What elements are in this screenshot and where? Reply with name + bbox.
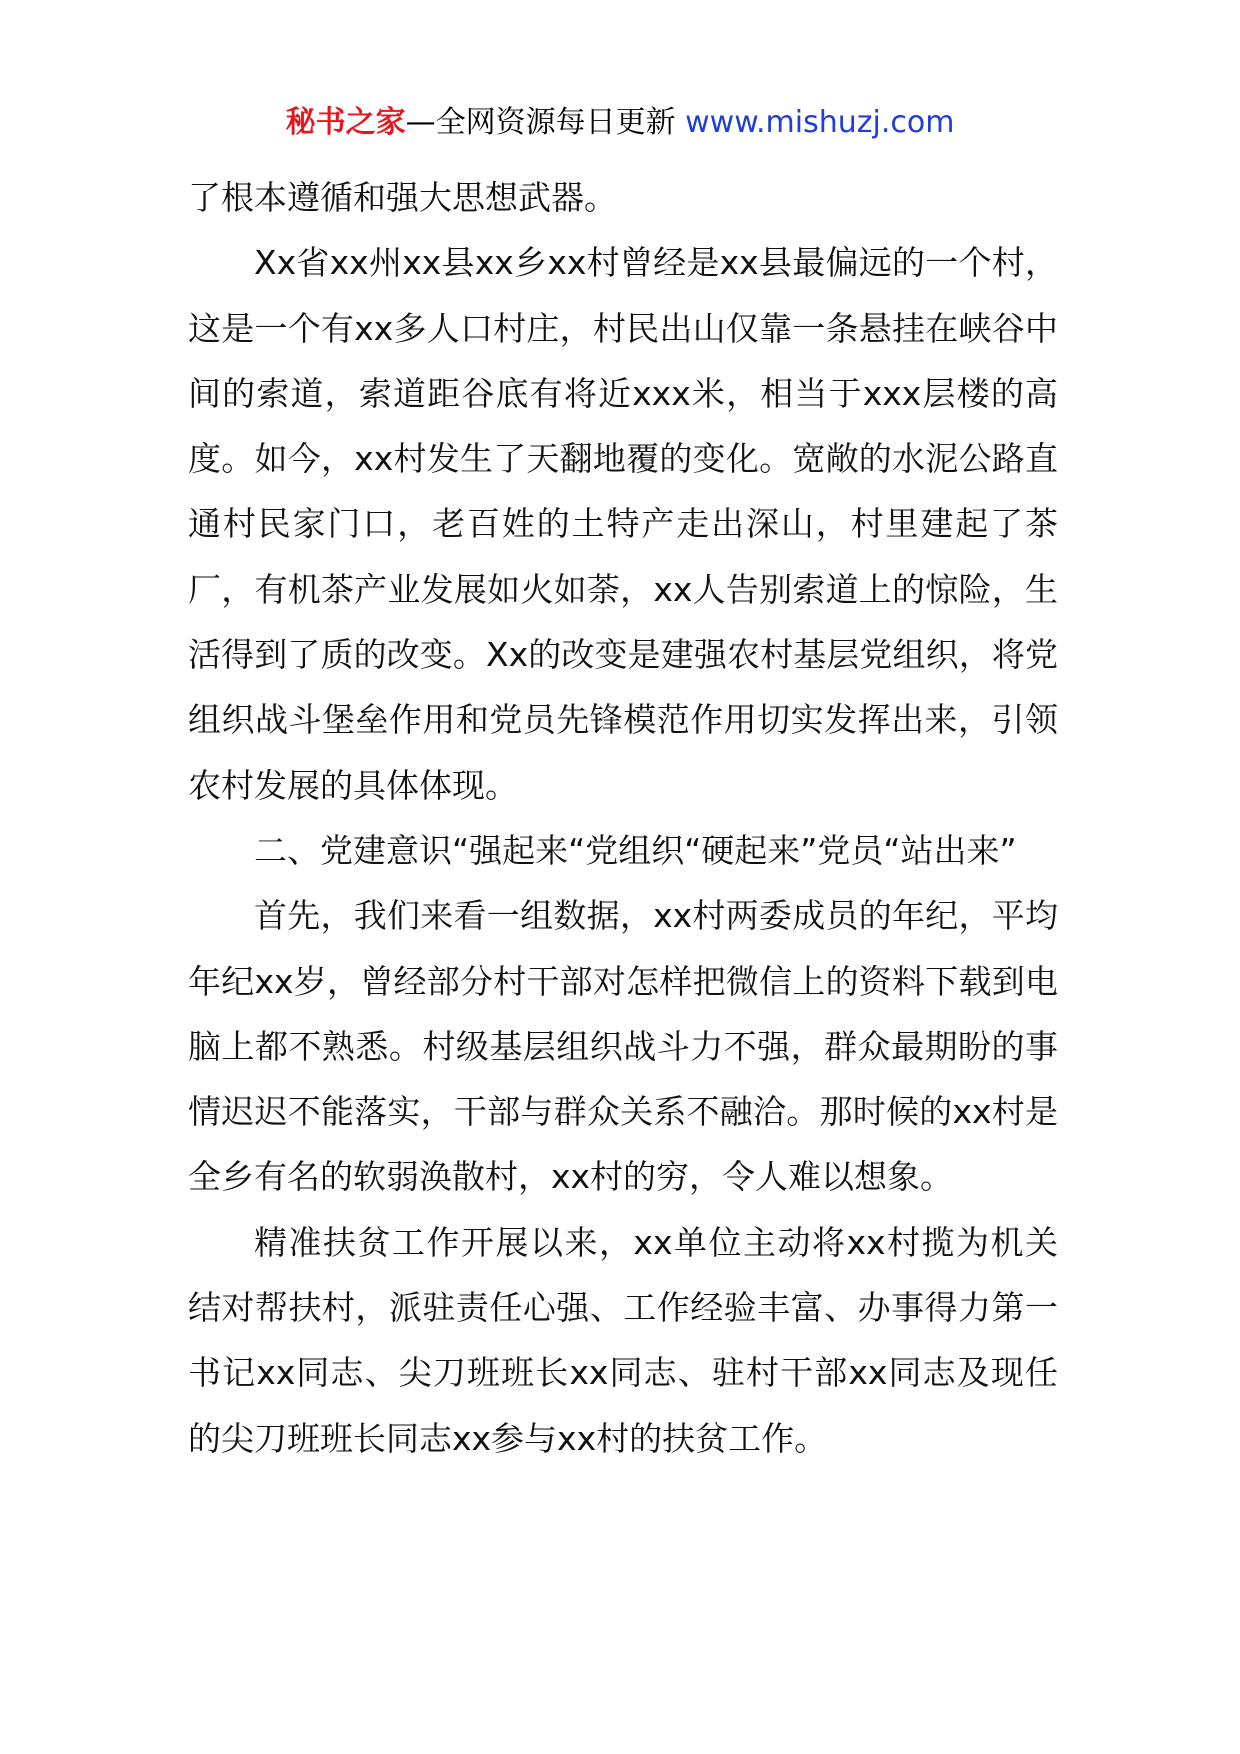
site-url-link[interactable]: www.mishuzj.com — [685, 105, 955, 140]
paragraph-village-change: Xx省xx州xx县xx乡xx村曾经是xx县最偏远的一个村，这是一个有xx多人口村庄，村民出山仅靠一条悬挂在峡谷中间的索道，索道距谷底有将近xxx米，相当于xxx层楼的高度。如今，xx村发生了天翻地覆的变化。宽敞的水泥公路直通村民家门口，老百姓的土特产走出深山，村里建起了茶厂，有机茶产业发展如火如荼，xx人告别索道上的惊险，生活得到了质的改变。Xx的改变是建强农村基层党组织，将党组织战斗堡垒作用和党员先锋模范作用切实发挥出来，引领农村发展的具体体现。 — [188, 243, 1058, 805]
paragraph-data-overview: 首先，我们来看一组数据，xx村两委成员的年纪，平均年纪xx岁，曾经部分村干部对怎样把微信上的资料下载到电脑上都不熟悉。村级基层组织战斗力不强，群众最期盼的事情迟迟不能落实，干部与群众关系不融洽。那时候的xx村是全乡有名的软弱涣散村，xx村的穷，令人难以想象。 — [188, 896, 1058, 1197]
paragraph-continuation: 了根本遵循和强大思想武器。 — [188, 178, 617, 217]
document-body — [188, 165, 1058, 1471]
section-heading-2: 二、党建意识“强起来“党组织“硬起来”党员“站出来” — [254, 830, 1017, 870]
page-header — [0, 103, 1240, 143]
paragraph-poverty-work: 精准扶贫工作开展以来，xx单位主动将xx村揽为机关结对帮扶村，派驻责任心强、工作经验丰富、办事得力第一书记xx同志、尖刀班班长xx同志、驻村干部xx同志及现任的尖刀班班长同志xx参与xx村的扶贫工作。 — [188, 1222, 1058, 1458]
brand-name: 秘书之家 — [285, 105, 406, 140]
header-tagline: —全网资源每日更新 — [405, 105, 676, 140]
